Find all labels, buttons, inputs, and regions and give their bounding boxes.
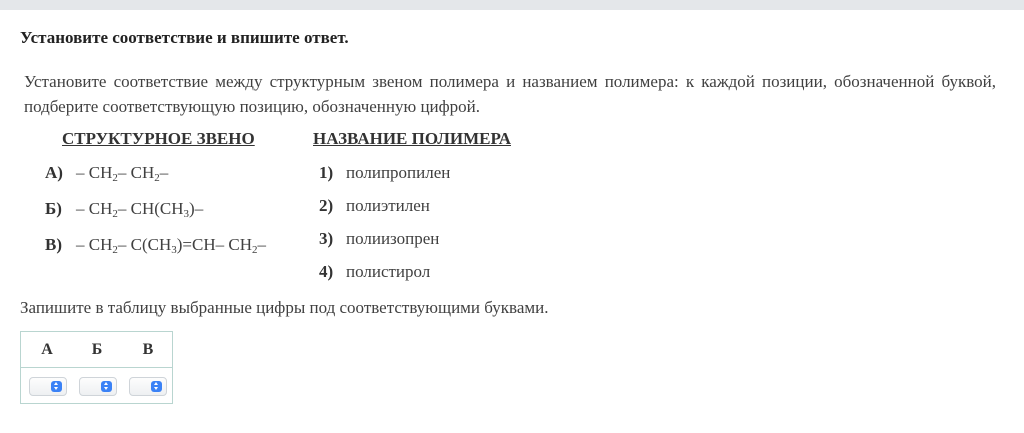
top-bar <box>0 0 1024 10</box>
right-item-1 <box>319 163 450 183</box>
item-number: 4) <box>319 262 334 281</box>
right-item-3 <box>319 229 439 249</box>
item-name: полиэтилен <box>346 196 430 215</box>
answer-select-b[interactable] <box>79 377 117 396</box>
left-column-header: СТРУКТУРНОЕ ЗВЕНО <box>62 129 255 148</box>
chevron-updown-icon <box>51 381 62 392</box>
task-heading: Установите соответствие и впишите ответ. <box>20 28 349 47</box>
answer-header-a: А <box>41 341 53 358</box>
item-number: 2) <box>319 196 334 215</box>
item-letter: Б) <box>45 199 62 218</box>
answer-header-b: Б <box>91 341 103 358</box>
left-item-b <box>45 199 203 219</box>
item-number: 1) <box>319 163 334 182</box>
chevron-updown-icon <box>151 381 162 392</box>
right-item-4 <box>319 262 430 282</box>
chevron-updown-icon <box>101 381 112 392</box>
left-item-c <box>45 235 266 255</box>
item-number: 3) <box>319 229 334 248</box>
item-formula: – $CH_2-$ $CH_2-$ <box>76 163 169 184</box>
task-intro: Установите соответствие между структурным звеном полимера и названием полимера: к каждой позиции, обозначенной буквой, подберите соответствующую позицию, обозначенную цифрой. <box>24 72 996 116</box>
answer-header-c: В <box>142 341 154 358</box>
item-letter: А) <box>45 163 63 182</box>
answer-instruction: Запишите в таблицу выбранные цифры под соответствующими буквами. <box>20 298 549 317</box>
right-column-header: НАЗВАНИЕ ПОЛИМЕРА <box>313 129 511 148</box>
answer-table <box>20 331 173 404</box>
item-name: полиизопрен <box>346 229 440 248</box>
answer-select-c[interactable] <box>129 377 167 396</box>
answer-select-a[interactable] <box>29 377 67 396</box>
item-formula: – $CH_2-$ $CH(CH_3)-$ <box>76 199 204 220</box>
answer-header-row <box>21 332 172 368</box>
item-formula: – $CH_2-$ $C(CH_3)=CH-$ $CH_2-$ <box>76 235 266 256</box>
item-name: полистирол <box>346 262 431 281</box>
item-letter: В) <box>45 235 62 254</box>
item-name: полипропилен <box>346 163 451 182</box>
right-item-2 <box>319 196 430 216</box>
left-item-a <box>45 163 168 183</box>
